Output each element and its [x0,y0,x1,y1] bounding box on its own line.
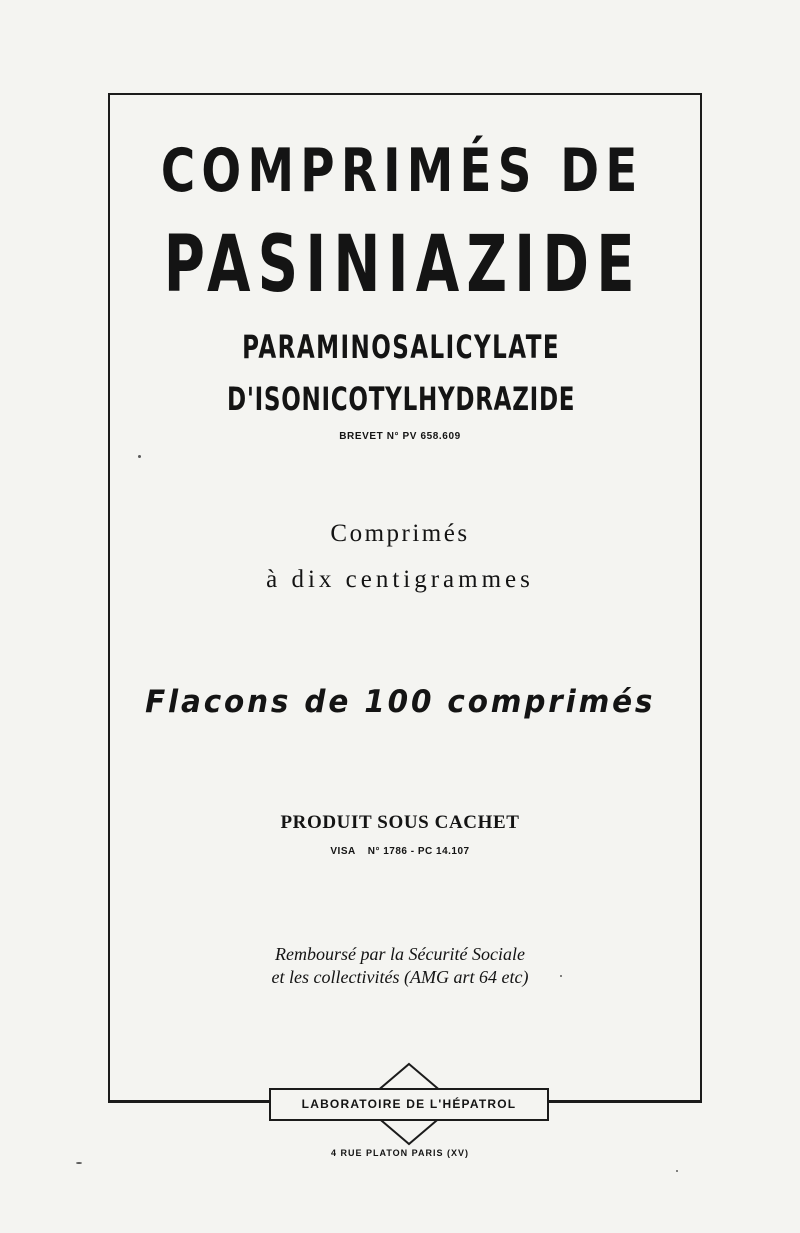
visa-label: VISA [330,846,356,857]
reimbursement-line2: et les collectivités (AMG art 64 etc) [271,967,529,987]
patent-number: BREVET N° PV 658.609 [339,431,461,442]
chemical-name-line2: D'ISONICOTYLHYDRAZIDE [226,380,576,418]
laboratory-name: LABORATOIRE DE L'HÉPATROL [269,1088,549,1121]
chemical-name-line1: PARAMINOSALICYLATE [242,328,561,366]
product-title-line1: COMPRIMÉS DE [160,136,644,206]
laboratory-address: 4 RUE PLATON PARIS (XV) [330,1148,469,1158]
dosage-line1: Comprimés [330,520,470,547]
regulatory-heading: PRODUIT SOUS CACHET [280,812,520,833]
packaging-statement: Flacons de 100 comprimés [145,684,656,720]
print-speck [676,1170,678,1172]
dosage-line2: à dix centigrammes [266,566,534,593]
product-title-line2: PASINIAZIDE [163,220,642,310]
print-speck [560,975,562,977]
print-speck [138,455,141,458]
reimbursement-line1: Remboursé par la Sécurité Sociale [275,944,525,964]
print-speck [76,1162,82,1164]
visa-value: N° 1786 - PC 14.107 [367,846,470,857]
